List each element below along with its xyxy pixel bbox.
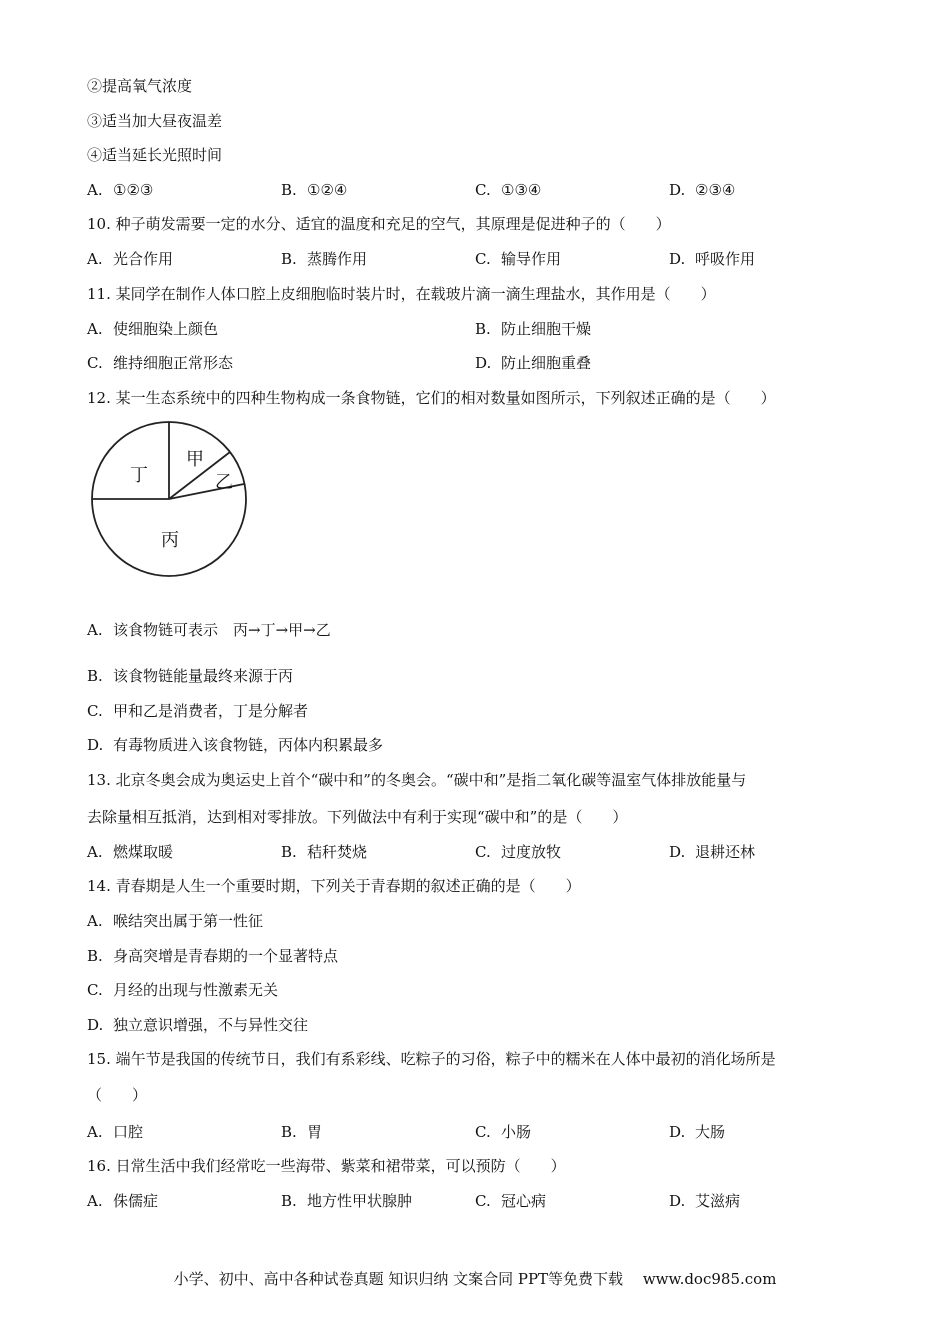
q9-item-2: ②提高氧气浓度 (87, 77, 193, 95)
q10-stem: 10. 种子萌发需要一定的水分、适宜的温度和充足的空气，其原理是促进种子的（ ） (87, 215, 671, 233)
q13-stem-line1: 13. 北京冬奥会成为奥运史上首个“碳中和”的冬奥会。“碳中和”是指二氧化碳等温室气体排放能量与 (87, 771, 747, 789)
q11-option-c: C. 维持细胞正常形态 (87, 354, 234, 372)
q9-option-c: C. ①③④ (475, 181, 542, 199)
q12-option-a: A. 该食物链可表示 丙→丁→甲→乙 (87, 621, 331, 639)
q13-option-a: A. 燃煤取暖 (87, 843, 174, 861)
q10-option-a: A. 光合作用 (87, 250, 174, 268)
q9-option-b: B. ①②④ (281, 181, 348, 199)
q9-option-d: D. ②③④ (669, 181, 736, 199)
pie-label-bing: 丙 (161, 530, 179, 551)
q14-stem: 14. 青春期是人生一个重要时期，下列关于青春期的叙述正确的是（ ） (87, 877, 581, 895)
q15-stem-line1: 15. 端午节是我国的传统节日，我们有系彩线、吃粽子的习俗，粽子中的糯米在人体中最初的消化场所是 (87, 1050, 776, 1068)
pie-label-jia: 甲 (186, 449, 204, 470)
q13-option-b: B. 秸秆焚烧 (281, 843, 368, 861)
pie-label-ding: 丁 (130, 465, 148, 486)
q11-option-d: D. 防止细胞重叠 (475, 354, 592, 372)
q16-option-b: B. 地方性甲状腺肿 (281, 1192, 413, 1210)
food-chain-pie-figure (88, 418, 250, 580)
q16-option-a: A. 侏儒症 (87, 1192, 159, 1210)
q16-option-d: D. 艾滋病 (669, 1192, 741, 1210)
q13-option-d: D. 退耕还林 (669, 843, 756, 861)
q16-stem: 16. 日常生活中我们经常吃一些海带、紫菜和裙带菜，可以预防（ ） (87, 1157, 566, 1175)
q11-option-a: A. 使细胞染上颜色 (87, 320, 219, 338)
q15-option-c: C. 小肠 (475, 1123, 532, 1141)
q11-stem: 11. 某同学在制作人体口腔上皮细胞临时装片时，在载玻片滴一滴生理盐水，其作用是（ ） (87, 285, 716, 303)
q15-option-d: D. 大肠 (669, 1123, 726, 1141)
q11-option-b: B. 防止细胞干燥 (475, 320, 592, 338)
q14-option-d: D. 独立意识增强，不与异性交往 (87, 1016, 309, 1034)
q10-option-d: D. 呼吸作用 (669, 250, 756, 268)
q15-option-a: A. 口腔 (87, 1123, 144, 1141)
q15-option-b: B. 胃 (281, 1123, 323, 1141)
q13-stem-line2: 去除量相互抵消，达到相对零排放。下列做法中有利于实现“碳中和”的是（ ） (87, 808, 628, 826)
q14-option-b: B. 身高突增是青春期的一个显著特点 (87, 947, 339, 965)
q9-item-4: ④适当延长光照时间 (87, 146, 223, 164)
pie-label-yi: 乙 (215, 472, 233, 493)
q12-stem: 12. 某一生态系统中的四种生物构成一条食物链，它们的相对数量如图所示，下列叙述正确的是（ ） (87, 389, 776, 407)
q14-option-a: A. 喉结突出属于第一性征 (87, 912, 264, 930)
q10-option-b: B. 蒸腾作用 (281, 250, 368, 268)
q12-option-d: D. 有毒物质进入该食物链，丙体内积累最多 (87, 736, 384, 754)
q9-item-3: ③适当加大昼夜温差 (87, 112, 223, 130)
q12-option-c: C. 甲和乙是消费者，丁是分解者 (87, 702, 309, 720)
q13-option-c: C. 过度放牧 (475, 843, 562, 861)
page-footer: 小学、初中、高中各种试卷真题 知识归纳 文案合同 PPT等免费下载 www.doc985.com (173, 1270, 777, 1288)
q15-stem-line2: （ ） (87, 1086, 148, 1104)
q9-option-a: A. ①②③ (87, 181, 154, 199)
q10-option-c: C. 输导作用 (475, 250, 562, 268)
q12-option-b: B. 该食物链能量最终来源于丙 (87, 667, 294, 685)
q14-option-c: C. 月经的出现与性激素无关 (87, 981, 279, 999)
q16-option-c: C. 冠心病 (475, 1192, 547, 1210)
